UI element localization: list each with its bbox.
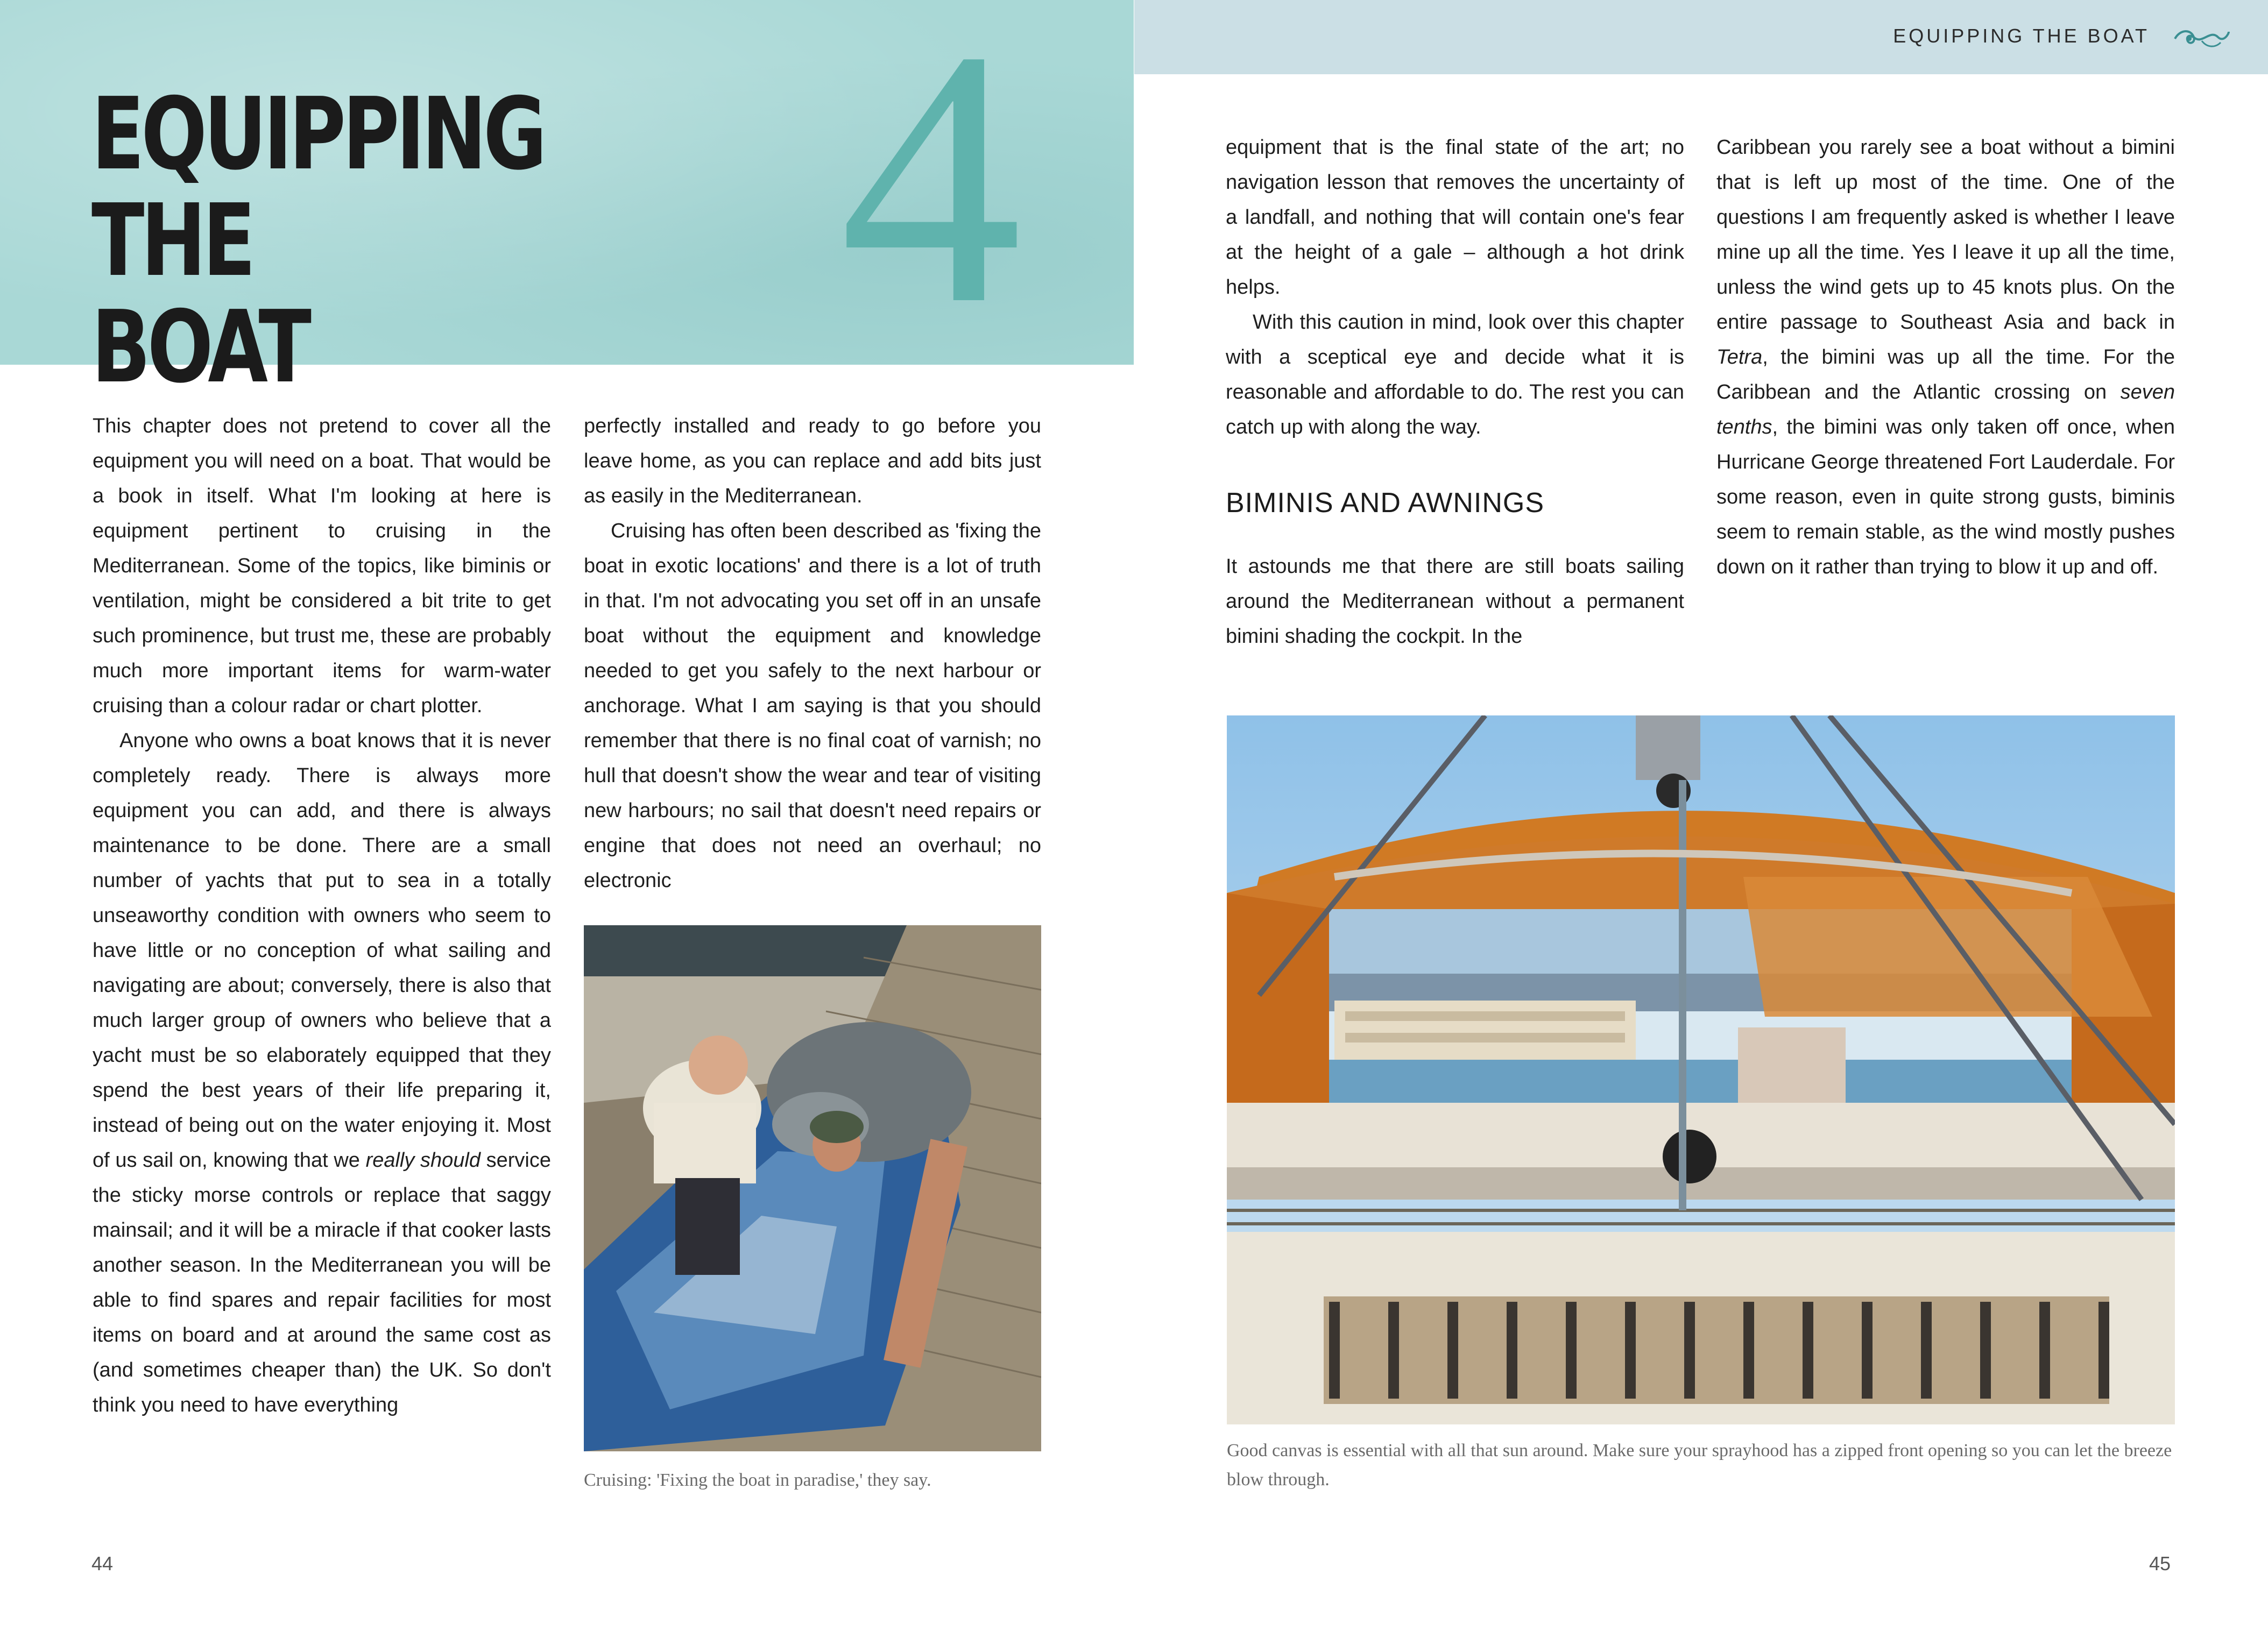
photo-bimini-cockpit: [1227, 715, 2175, 1424]
photo-caption-right: Good canvas is essential with all that sun around. Make sure your sprayhood has a zipped front opening so you can let the breeze blow through.: [1227, 1441, 2172, 1490]
chapter-title-line2: BOAT: [91, 289, 308, 405]
photo-fixing-boat-image: [584, 925, 1041, 1451]
paragraph: Cruising has often been described as 'fixing the boat in exotic locations' and there is a lot of truth in that. I'm not advocating you set off in an unsafe boat without the equipment and knowledge needed to get you safely to the next harbour or anchorage. What I am saying is that you should remember that there is no final coat of varnish; no hull that doesn't show the wear and tear of visiting new harbours; no sail that doesn't need repairs or engine that does not need an overhaul; no electronic: [584, 520, 1041, 892]
right-column-2: [1716, 130, 2175, 585]
paragraph: Anyone who owns a boat knows that it is never completely ready. There is always more equipment you can add, and there is always maintenance to be done. There are a small number of yachts that put to sea in a totally unseaworthy condition with owners who seem to have little or no conception of what sailing and navigating are about; conversely, there is also that much larger group of owners who believe that a yacht must be so elaborately equipped that they spend the best years of their life preparing it, instead of being out on the water enjoying it. Most of us sail on, knowing that we really should service the sticky morse controls or replace that saggy mainsail; and it will be a miracle if that cooker lasts another season. In the Mediterranean you will be able to find spares and repair facilities for most items on board and at around the same cost as (and sometimes cheaper than) the UK. So don't think you need to have everything: [93, 729, 552, 1416]
right-column-1-bottom: [1226, 549, 1684, 654]
paragraph: It astounds me that there are still boats sailing around the Mediterranean without a permanent bimini shading the cockpit. In the: [1226, 555, 1684, 648]
chapter-title-line1: EQUIPPING THE: [91, 76, 544, 299]
emphasis-boat-name: seven tenths: [1716, 381, 2175, 438]
running-head: EQUIPPING THE BOAT: [1893, 25, 2150, 47]
chapter-title: [91, 76, 637, 405]
page-number-right: 45: [2149, 1552, 2171, 1575]
wave-ornament-icon: [2172, 24, 2231, 51]
photo-fixing-boat: [584, 925, 1041, 1451]
paragraph: With this caution in mind, look over this chapter with a sceptical eye and decide what it is reasonable and affordable to do. The rest you can catch up with along the way.: [1226, 311, 1684, 438]
paragraph: perfectly installed and ready to go before you leave home, as you can replace and add bits just as easily in the Mediterranean.: [584, 415, 1041, 507]
emphasis: really should: [365, 1149, 481, 1172]
chapter-header-band: [0, 0, 1134, 405]
paragraph: This chapter does not pretend to cover all the equipment you will need on a boat. That would be a book in itself. What I'm looking at here is equipment pertinent to cruising in the Mediterranean. Some of the topics, like biminis or ventilation, might be considered a bit trite to get such prominence, but trust me, these are probably much more important items for warm-water cruising than a colour radar or chart plotter.: [93, 415, 551, 717]
emphasis-boat-name: Tetra: [1716, 346, 1763, 368]
right-column-1-top: [1226, 130, 1684, 445]
photo-bimini-image: [1227, 715, 2175, 1424]
right-page: [1134, 0, 2268, 1631]
left-column-1: [93, 409, 551, 1423]
running-head-band: [1134, 0, 2268, 74]
paragraph: equipment that is the final state of the art; no navigation lesson that removes the uncertainty of a landfall, and nothing that will contain one's fear at the height of a gale – although a hot drink helps.: [1226, 136, 1684, 299]
photo-caption-left: Cruising: 'Fixing the boat in paradise,' they say.: [584, 1470, 931, 1490]
left-column-2: [584, 409, 1041, 898]
chapter-number: 4: [839, 0, 1022, 380]
section-heading: BIMINIS AND AWNINGS: [1226, 487, 1545, 519]
paragraph: Caribbean you rarely see a boat without a bimini that is left up most of the time. One of the questions I am frequently asked is whether I leave mine up all the time. Yes I leave it up all the time, unless the wind gets up to 45 knots plus. On the entire passage to Southeast Asia and back in Tetra, the bimini was up all the time. For the Caribbean and the Atlantic crossing on seven tenths, the bimini was only taken off once, when Hurricane George threatened Fort Lauderdale. For some reason, even in quite strong gusts, biminis seem to remain stable, as the wind mostly pushes down on it rather than trying to blow it up and off.: [1716, 136, 2175, 578]
page-number-left: 44: [91, 1552, 114, 1575]
